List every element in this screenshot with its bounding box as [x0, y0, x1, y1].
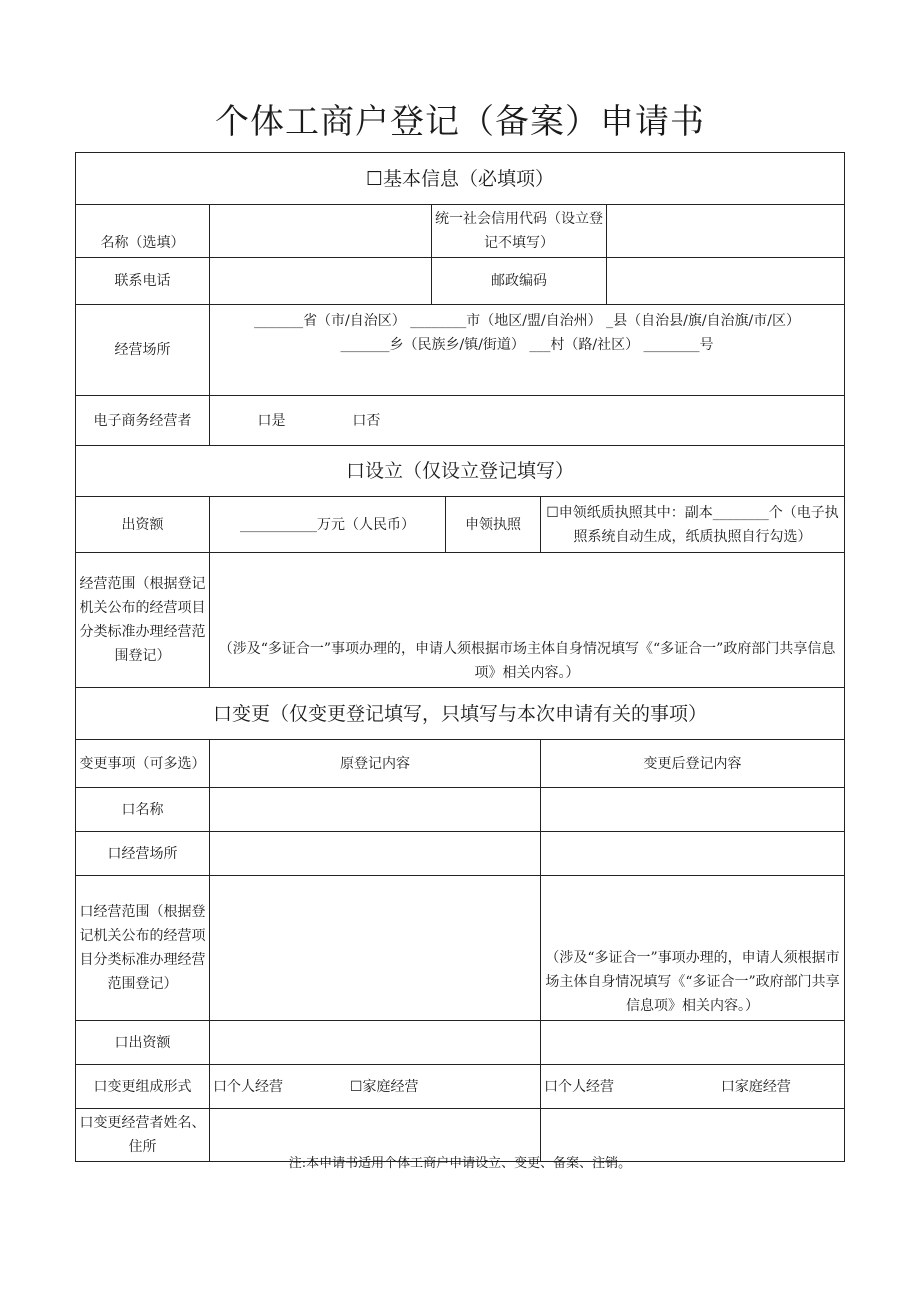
new-content-label: 变更后登记内容: [541, 740, 845, 788]
change-capital-checkbox[interactable]: 口出资额: [76, 1021, 210, 1065]
name-field[interactable]: [210, 205, 432, 258]
change-header[interactable]: 口变更（仅变更登记填写，只填写与本次申请有关的事项）: [76, 688, 845, 740]
postal-label: 邮政编码: [432, 258, 607, 305]
change-scope-checkbox[interactable]: 口经营范围（根据登记机关公布的经营项目分类标准办理经营范围登记）: [76, 876, 210, 1021]
change-address-original[interactable]: [210, 832, 541, 876]
change-scope-note: （涉及“多证合一”事项办理的，申请人须根据市场主体自身情况填写《“多证合一”政府部门共享信息项》相关内容。）: [545, 950, 840, 1014]
basic-info-header[interactable]: ☐基本信息（必填项）: [76, 153, 845, 205]
address-line-1: _______省（市/自治区） ________市（地区/盟/自治州） _县（自治县/旗/自治旗/市/区）: [254, 313, 800, 329]
change-scope-new[interactable]: [541, 876, 845, 1021]
address-field[interactable]: [210, 305, 845, 396]
original-content-label: 原登记内容: [210, 740, 541, 788]
change-capital-new[interactable]: [541, 1021, 845, 1065]
ecommerce-label: 电子商务经营者: [76, 396, 210, 446]
change-item-label: 变更事项（可多选）: [76, 740, 210, 788]
change-form-checkbox[interactable]: 口变更组成形式: [76, 1065, 210, 1109]
application-form-table: [75, 152, 845, 1162]
change-address-checkbox[interactable]: 口经营场所: [76, 832, 210, 876]
phone-field[interactable]: [210, 258, 432, 305]
scope-note: （涉及“多证合一”事项办理的，申请人须根据市场主体自身情况填写《“多证合一”政府部门共享信息项》相关内容。）: [218, 641, 836, 681]
form-personal-original-checkbox[interactable]: 口个人经营: [213, 1078, 283, 1095]
license-label: 申领执照: [446, 497, 541, 553]
change-form-original: [210, 1065, 541, 1109]
ecommerce-options: [210, 396, 845, 446]
credit-code-label: 统一社会信用代码（设立登记不填写）: [432, 205, 607, 258]
postal-field[interactable]: [607, 258, 845, 305]
change-address-new[interactable]: [541, 832, 845, 876]
establish-header[interactable]: 口设立（仅设立登记填写）: [76, 446, 845, 497]
change-scope-original[interactable]: [210, 876, 541, 1021]
name-label: 名称（选填）: [76, 205, 210, 258]
change-name-original[interactable]: [210, 788, 541, 832]
address-label: 经营场所: [76, 305, 210, 396]
credit-code-field[interactable]: [607, 205, 845, 258]
change-name-checkbox[interactable]: 口名称: [76, 788, 210, 832]
form-personal-new-checkbox[interactable]: 口个人经营: [544, 1078, 614, 1095]
change-operator-checkbox[interactable]: 口变更经营者姓名、住所: [76, 1109, 210, 1162]
change-name-new[interactable]: [541, 788, 845, 832]
address-line-2: _______乡（民族乡/镇/街道） ___村（路/社区） ________号: [340, 337, 714, 353]
ecommerce-no-checkbox[interactable]: 口否: [352, 412, 381, 429]
change-form-new: [541, 1065, 845, 1109]
form-family-original-checkbox[interactable]: ☐家庭经营: [349, 1078, 419, 1095]
change-capital-original[interactable]: [210, 1021, 541, 1065]
ecommerce-yes-checkbox[interactable]: 口是: [257, 412, 286, 429]
scope-field[interactable]: [210, 553, 845, 688]
footnote: 注:本申请书适用个体工商户申请设立、变更、备案、注销。: [288, 1156, 632, 1171]
capital-label: 出资额: [76, 497, 210, 553]
form-title: 个体工商户登记（备案）申请书: [215, 102, 705, 142]
form-family-new-checkbox[interactable]: 口家庭经营: [720, 1078, 791, 1095]
license-field[interactable]: ☐申领纸质执照其中：副本________个（电子执照系统自动生成，纸质执照自行勾选）: [541, 497, 845, 553]
scope-label: 经营范围（根据登记机关公布的经营项目分类标准办理经营范围登记）: [76, 553, 210, 688]
phone-label: 联系电话: [76, 258, 210, 305]
capital-field[interactable]: ___________万元（人民币）: [210, 497, 446, 553]
